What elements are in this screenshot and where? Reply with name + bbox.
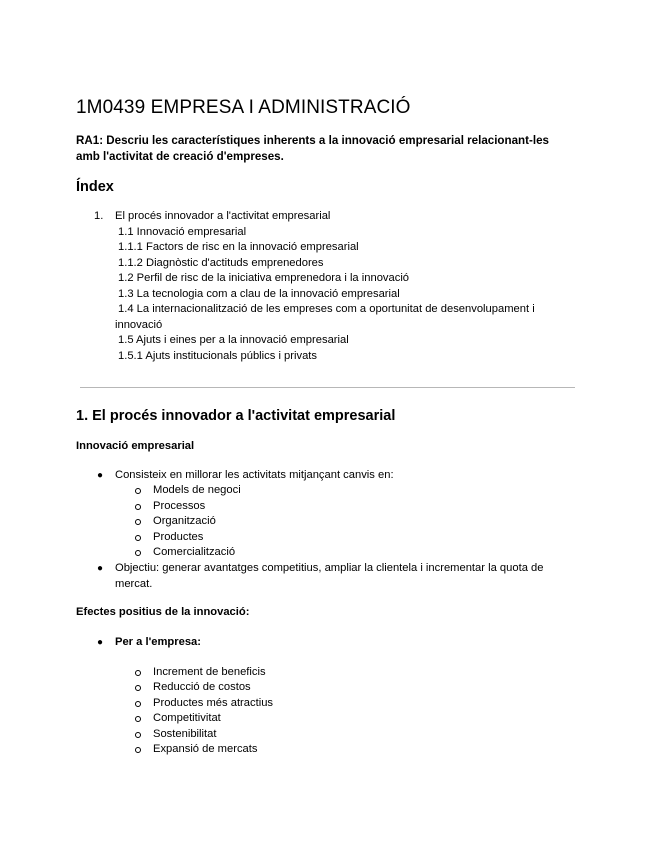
circle-bullet-icon <box>135 550 141 556</box>
list-item: Competitivitat <box>153 712 221 724</box>
circle-bullet-icon <box>135 535 141 541</box>
list-item: Organització <box>153 515 216 527</box>
toc-item-1-3[interactable]: 1.3 La tecnologia com a clau de la innovació empresarial <box>118 288 400 300</box>
circle-bullet-icon <box>135 519 141 525</box>
toc-item-1-2[interactable]: 1.2 Perfil de risc de la iniciativa emprenedora i la innovació <box>118 272 410 284</box>
list-item: Increment de beneficis <box>153 666 266 678</box>
circle-bullet-icon <box>135 701 141 707</box>
toc-item-1-5-1[interactable]: 1.5.1 Ajuts institucionals públics i privats <box>118 350 317 362</box>
toc-item-1[interactable]: El procés innovador a l'activitat empresarial <box>115 210 331 222</box>
circle-bullet-icon <box>135 685 141 691</box>
list-item: Models de negoci <box>153 484 241 496</box>
circle-bullet-icon <box>135 716 141 722</box>
innovation-subheading: Innovació empresarial <box>76 440 195 452</box>
list-item: Sostenibilitat <box>153 728 217 740</box>
learning-outcome-ra1: RA1: Descriu les característiques inherents a la innovació empresarial relacionant-les amb l'activitat de creació d'empreses. <box>76 134 549 163</box>
toc-item-1-1[interactable]: 1.1 Innovació empresarial <box>118 226 247 238</box>
section-1-heading: 1. El procés innovador a l'activitat empresarial <box>76 408 396 424</box>
effects-heading: Efectes positius de la innovació: <box>76 606 250 618</box>
toc-item-1-1-1[interactable]: 1.1.1 Factors de risc en la innovació empresarial <box>118 241 359 253</box>
bullet-icon: ● <box>97 470 104 481</box>
list-item: Comercialització <box>153 546 236 558</box>
bullet-icon: ● <box>97 637 104 648</box>
bullet-icon: ● <box>97 563 104 574</box>
list-item: Productes <box>153 531 204 543</box>
circle-bullet-icon <box>135 670 141 676</box>
company-label: Per a l'empresa: <box>115 636 201 648</box>
circle-bullet-icon <box>135 747 141 753</box>
circle-bullet-icon <box>135 488 141 494</box>
document-title: 1M0439 EMPRESA I ADMINISTRACIÓ <box>76 97 411 118</box>
circle-bullet-icon <box>135 732 141 738</box>
horizontal-divider <box>80 387 575 388</box>
list-item: Expansió de mercats <box>153 743 258 755</box>
index-heading: Índex <box>76 179 114 195</box>
list-item: Productes més atractius <box>153 697 274 709</box>
toc-item-1-1-2[interactable]: 1.1.2 Diagnòstic d'actituds emprenedores <box>118 257 324 269</box>
list-item: Processos <box>153 500 206 512</box>
list-item: Reducció de costos <box>153 681 251 693</box>
toc-item-1-5[interactable]: 1.5 Ajuts i eines per a la innovació empresarial <box>118 334 349 346</box>
toc-item-1-4[interactable]: 1.4 La internacionalització de les empreses com a oportunitat de desenvolupament i innovació <box>115 303 535 331</box>
bullet-objectiu: Objectiu: generar avantatges competitius, ampliar la clientela i incrementar la quota de mercat. <box>115 562 544 590</box>
toc-number-1: 1. <box>94 210 104 222</box>
bullet-consisteix: Consisteix en millorar les activitats mitjançant canvis en: <box>115 469 394 481</box>
circle-bullet-icon <box>135 504 141 510</box>
